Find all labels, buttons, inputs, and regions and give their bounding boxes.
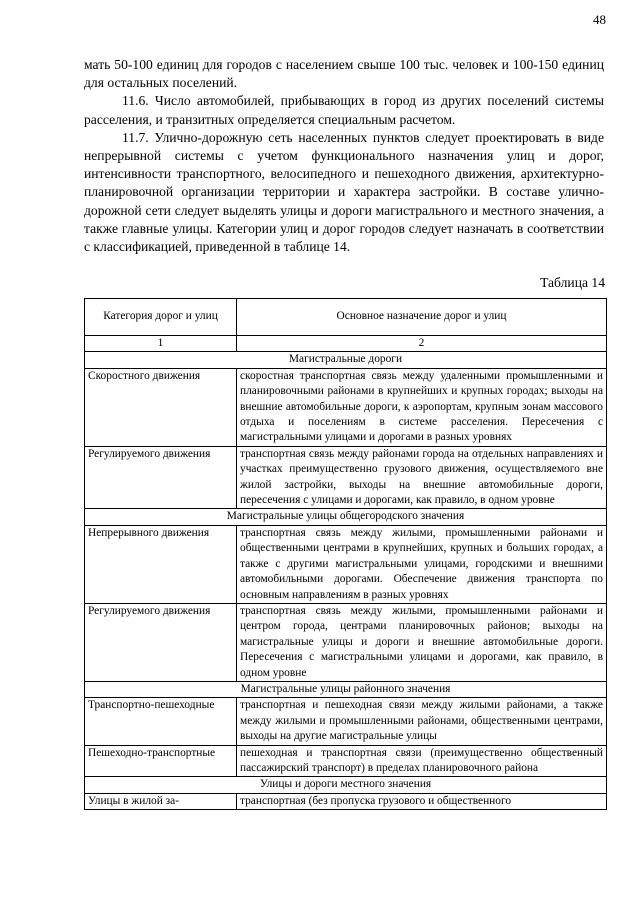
purpose-cell: транспортная связь между жилыми, промышленными районами и центром города, центрами планировочных районов; выходы на магистральные улицы и дороги и внешние автомобильные дороги. Пересечения с магистральными улицами и дорогами, как правило, в одном уровне [237, 603, 607, 681]
category-cell: Регулируемого движения [85, 446, 237, 509]
table-row [85, 525, 607, 603]
category-cell: Пешеходно-транспортные [85, 745, 237, 777]
table-header-row [85, 299, 607, 336]
purpose-cell: транспортная связь между жилыми, промышленными районами и общественными центрами в крупнейших, крупных и больших городах, а также с другими магистральными улицами, городскими и внешними автомобильными дорогами. Обеспечение движения транспорта по основным направлениям в разных уровнях [237, 525, 607, 603]
purpose-cell: транспортная связь между районами города на отдельных направлениях и участках преимущественно грузового движения, осуществляемого вне жилой застройки, выходы на внешние автомобильные дороги, пересечения с улицами и дорогами, как правило, в одном уровне [237, 446, 607, 509]
table-row [85, 698, 607, 745]
street-category-table [84, 298, 606, 810]
section-row [85, 509, 607, 525]
category-cell: Регулируемого движения [85, 603, 237, 681]
table-row [85, 368, 607, 446]
table-row [85, 793, 607, 809]
table-row [85, 745, 607, 777]
column-number: 2 [237, 336, 607, 352]
category-cell: Скоростного движения [85, 368, 237, 446]
section-row [85, 777, 607, 793]
page-number: 48 [593, 12, 606, 27]
paragraph: 11.7. Улично-дорожную сеть населенных пунктов следует проектировать в виде непрерывной системы с учетом функционального назначения улиц и дорог, интенсивности транспортного, велосипедного и пешеходного движения, архитектурно-планировочной организации территории и характера застройки. В составе улично-дорожной сети следует выделять улицы и дороги магистрального и местного значения, а также главные улицы. Категории улиц и дорог городов следует назначать в соответствии с классификацией, приведенной в таблице 14. [84, 129, 604, 255]
table-caption: Таблица 14 [540, 275, 605, 290]
paragraph: 11.6. Число автомобилей, прибывающих в город из других поселений системы расселения, и транзитных определяется специальным расчетом. [84, 93, 604, 127]
paragraph: мать 50-100 единиц для городов с населением свыше 100 тыс. человек и 100-150 единиц для остальных поселений. [84, 57, 604, 91]
column-header-category: Категория дорог и улиц [85, 299, 237, 336]
section-title: Магистральные улицы районного значения [85, 681, 607, 697]
purpose-cell: пешеходная и транспортная связи (преимущественно общественный пассажирский транспорт) в пределах планировочного района [237, 745, 607, 777]
body-text [84, 56, 604, 256]
category-cell: Транспортно-пешеходные [85, 698, 237, 745]
section-title: Улицы и дороги местного значения [85, 777, 607, 793]
purpose-cell: скоростная транспортная связь между удаленными промышленными и планировочными районами в крупнейших и крупных городах; выходы на внешние автомобильные дороги, к аэропортам, крупным зонам массового отдыха и поселениям в системе расселения. Пересечения с магистральными улицами и дорогами в разных уровнях [237, 368, 607, 446]
purpose-cell: транспортная и пешеходная связи между жилыми районами, а также между жилыми и промышленными районами, общественными центрами, выходы на другие магистральные улицы [237, 698, 607, 745]
category-cell: Улицы в жилой за- [85, 793, 237, 809]
category-cell: Непрерывного движения [85, 525, 237, 603]
section-title: Магистральные дороги [85, 352, 607, 368]
section-row [85, 681, 607, 697]
column-number-row [85, 336, 607, 352]
table-row [85, 603, 607, 681]
table-row [85, 446, 607, 509]
purpose-cell: транспортная (без пропуска грузового и общественного [237, 793, 607, 809]
section-row [85, 352, 607, 368]
section-title: Магистральные улицы общегородского значения [85, 509, 607, 525]
column-header-purpose: Основное назначение дорог и улиц [237, 299, 607, 336]
column-number: 1 [85, 336, 237, 352]
